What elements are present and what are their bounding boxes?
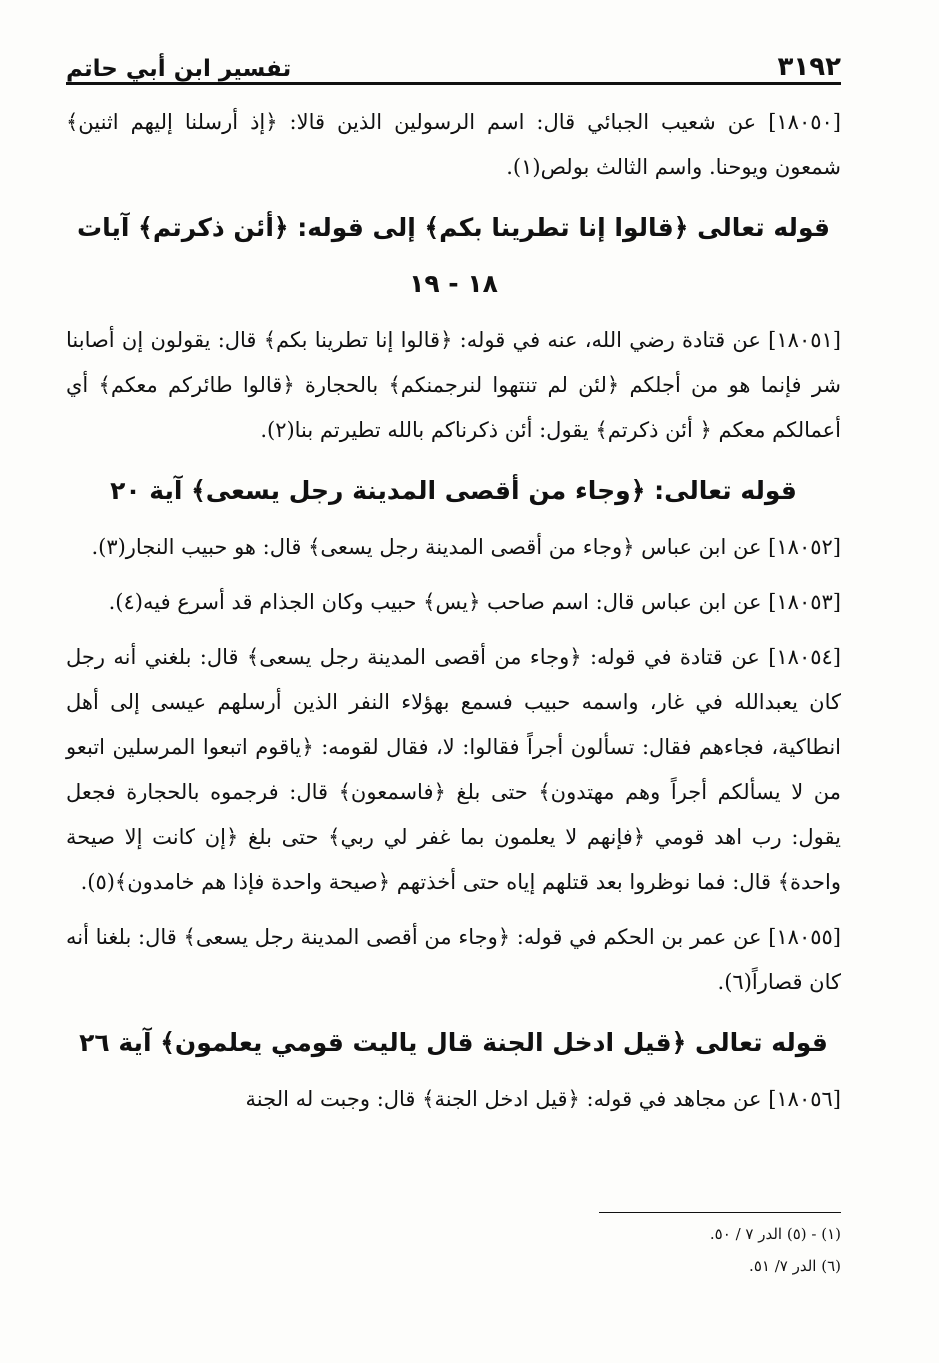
footnote-1-5: (١) - (٥) الدر ٧ / ٥٠. — [709, 1225, 841, 1243]
hadith-entry-18056: [١٨٠٥٦] عن مجاهد في قوله: ﴿قيل ادخل الجنة﴾ قال: وجبت له الجنة — [245, 1087, 841, 1111]
hadith-entry-18051: [١٨٠٥١] عن قتادة رضي الله، عنه في قوله: ﴿قالوا إنا تطرينا بكم﴾ قال: يقولون إن أصابنا شر فإنما هو من أجلكم ﴿لئن لم تنتهوا لنرجمنكم﴾ بالحجارة ﴿قالوا طائركم معكم﴾ أي أعمالكم معكم ﴿ أئن ذكرتم﴾ يقول: أئن ذكرناكم بالله تطيرتم بنا(٢). — [66, 328, 841, 442]
page-header — [66, 40, 841, 85]
verse-heading-18-19: قوله تعالى ﴿قالوا إنا تطرينا بكم﴾ إلى قوله: ﴿أئن ذكرتم﴾ آيات ١٨ - ١٩ — [77, 213, 830, 298]
verse-heading-26: قوله تعالى ﴿قيل ادخل الجنة قال ياليت قومي يعلمون﴾ آية ٢٦ — [79, 1028, 828, 1057]
footnote-6: (٦) الدر ٧/ ٥١. — [749, 1257, 841, 1275]
footnote-divider — [599, 1212, 841, 1213]
hadith-entry-18055: [١٨٠٥٥] عن عمر بن الحكم في قوله: ﴿وجاء من أقصى المدينة رجل يسعى﴾ قال: بلغنا أنه كان قصاراً(٦). — [66, 925, 841, 994]
hadith-entry-18052: [١٨٠٥٢] عن ابن عباس ﴿وجاء من أقصى المدينة رجل يسعى﴾ قال: هو حبيب النجار(٣). — [91, 535, 841, 559]
main-text — [66, 100, 841, 1132]
hadith-entry-18054: [١٨٠٥٤] عن قتادة في قوله: ﴿وجاء من أقصى المدينة رجل يسعى﴾ قال: بلغني أنه رجل كان يعبدالله في غار، واسمه حبيب فسمع بهؤلاء النفر الذين أرسلهم عيسى إلى أهل انطاكية، فجاءهم فقال: تسألون أجراً فقالوا: لا، فقال لقومه: ﴿ياقوم اتبعوا المرسلين اتبعو من لا يسألكم أجراً وهم مهتدون﴾ حتى بلغ ﴿فاسمعون﴾ قال: فرجموه بالحجارة فجعل يقول: رب اهد قومي ﴿فإنهم لا يعلمون بما غفر لي ربي﴾ حتى بلغ ﴿إن كانت إلا صيحة واحدة﴾ قال: فما نوظروا بعد قتلهم إياه حتى أخذتهم ﴿صيحة واحدة فإذا هم خامدون﴾(٥). — [66, 645, 841, 894]
verse-heading-20: قوله تعالى: ﴿وجاء من أقصى المدينة رجل يسعى﴾ آية ٢٠ — [110, 476, 797, 505]
page-number: ٣١٩٢ — [777, 52, 841, 82]
footnotes — [66, 1218, 841, 1282]
hadith-entry-18053: [١٨٠٥٣] عن ابن عباس قال: اسم صاحب ﴿يس﴾ حبيب وكان الجذام قد أسرع فيه(٤). — [108, 590, 841, 614]
book-title: تفسير ابن أبي حاتم — [66, 56, 292, 82]
hadith-entry-18050: [١٨٠٥٠] عن شعيب الجبائي قال: اسم الرسولين الذين قالا: ﴿إذ أرسلنا إليهم اثنين﴾ شمعون ويوحنا. واسم الثالث بولص(١). — [66, 110, 841, 179]
